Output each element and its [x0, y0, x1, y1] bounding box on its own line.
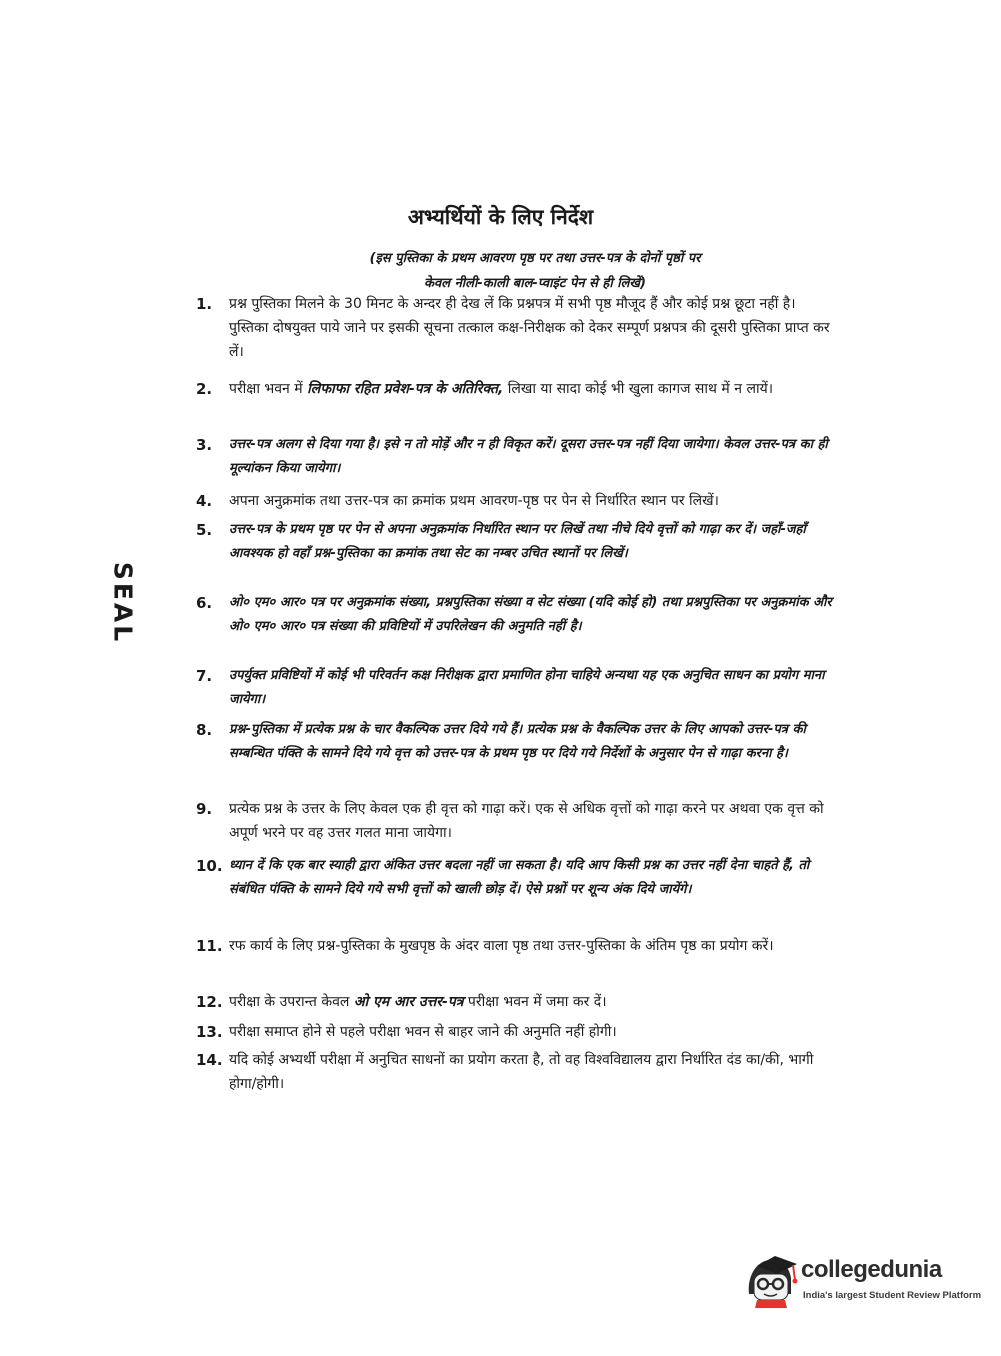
instruction-text: ध्यान दें कि एक बार स्याही द्वारा अंकित उत्तर बदला नहीं जा सकता है। यदि आप किसी प्रश्न का उत्तर नहीं देना चाहते हैं, तो संबंधित पंक्ति के सामने दिये गये सभी वृत्तों को खाली छोड़ दें। ऐसे प्रश्नों पर शून्य अंक दिये जायेंगे।	[229, 858, 810, 897]
instruction-number: 5.	[196, 521, 213, 539]
instruction-text: रफ कार्य के लिए प्रश्न-पुस्तिका के मुखपृष्ठ के अंदर वाला पृष्ठ तथा उत्तर-पुस्तिका के अंतिम पृष्ठ का प्रयोग करें।	[229, 938, 774, 954]
instruction-number: 12.	[196, 993, 223, 1011]
logo-name: collegedunia	[801, 1256, 942, 1283]
instruction-number: 13.	[196, 1023, 223, 1041]
instruction-number: 14.	[196, 1051, 223, 1069]
instruction-number: 1.	[196, 295, 213, 313]
instruction-number: 11.	[196, 937, 223, 955]
instruction-text-emphasis: ओ एम आर उत्तर-पत्र	[353, 994, 464, 1010]
instruction-text	[229, 377, 839, 401]
subtitle-line-2: केवल नीली-काली बाल-प्वाइंट पेन से ही लिखें)	[424, 276, 646, 291]
student-mascot-icon	[745, 1250, 799, 1308]
instruction-text: यदि कोई अभ्यर्थी परीक्षा में अनुचित साधनों का प्रयोग करता है, तो वह विश्वविद्यालय द्वारा निर्धारित दंड का/की, भागी होगा/होगी।	[229, 1052, 814, 1092]
instruction-text-post: परीक्षा भवन में जमा कर दें।	[463, 994, 607, 1010]
subtitle-line-1: (इस पुस्तिका के प्रथम आवरण पृष्ठ पर तथा उत्तर-पत्र के दोनों पृष्ठों पर	[369, 251, 701, 266]
page-title: अभ्यर्थियों के लिए निर्देश	[407, 205, 594, 229]
logo-tagline: India's largest Student Review Platform	[803, 1290, 982, 1301]
instruction-number: 3.	[196, 436, 213, 454]
instruction-text: अपना अनुक्रमांक तथा उत्तर-पत्र का क्रमांक प्रथम आवरण-पृष्ठ पर पेन से निर्धारित स्थान पर लिखें।	[229, 493, 719, 509]
instruction-text: ओ० एम० आर० पत्र पर अनुक्रमांक संख्या, प्रश्नपुस्तिका संख्या व सेट संख्या (यदि कोई हो) तथा प्रश्नपुस्तिका पर अनुक्रमांक और ओ० एम० आर० पत्र संख्या की प्रविष्टियों में उपरिलेखन की अनुमति नहीं है।	[229, 595, 832, 634]
instruction-text: उपर्युक्त प्रविष्टियों में कोई भी परिवर्तन कक्ष निरीक्षक द्वारा प्रमाणित होना चाहिये अन्यथा यह एक अनुचित साधन का प्रयोग माना जायेगा।	[229, 668, 825, 707]
instruction-text-pre: परीक्षा भवन में	[229, 381, 308, 397]
instruction-text: परीक्षा समाप्त होने से पहले परीक्षा भवन से बाहर जाने की अनुमति नहीं होगी।	[229, 1024, 617, 1040]
instruction-number: 10.	[196, 857, 223, 875]
instruction-text: प्रश्न-पुस्तिका में प्रत्येक प्रश्न के चार वैकल्पिक उत्तर दिये गये हैं। प्रत्येक प्रश्न के वैकल्पिक उत्तर के लिए आपको उत्तर-पत्र की सम्बन्धित पंक्ति के सामने दिये गये वृत्त को उत्तर-पत्र के प्रथम पृष्ठ पर दिये गये निर्देशों के अनुसार पेन से गाढ़ा करना है।	[229, 722, 806, 761]
collegedunia-logo	[745, 1250, 982, 1310]
instruction-number: 7.	[196, 667, 213, 685]
instruction-number: 2.	[196, 380, 213, 398]
instruction-number: 4.	[196, 492, 213, 510]
instruction-text-post: लिखा या सादा कोई भी खुला कागज साथ में न लायें।	[503, 381, 774, 397]
instruction-text-emphasis: लिफाफा रहित प्रवेश-पत्र के अतिरिक्त,	[307, 381, 504, 397]
seal-text: SEAL	[108, 561, 138, 644]
instruction-text: उत्तर-पत्र अलग से दिया गया है। इसे न तो मोड़ें और न ही विकृत करें। दूसरा उत्तर-पत्र नहीं दिया जायेगा। केवल उत्तर-पत्र का ही मूल्यांकन किया जायेगा।	[229, 437, 828, 476]
instruction-number: 8.	[196, 721, 213, 739]
instruction-number: 9.	[196, 800, 213, 818]
instruction-text: प्रत्येक प्रश्न के उत्तर के लिए केवल एक ही वृत्त को गाढ़ा करें। एक से अधिक वृत्तों को गाढ़ा करने पर अथवा एक वृत्त को अपूर्ण भरने पर वह उत्तर गलत माना जायेगा।	[229, 801, 824, 841]
instruction-text-pre: परीक्षा के उपरान्त केवल	[229, 994, 354, 1010]
instruction-number: 6.	[196, 594, 213, 612]
instruction-text: उत्तर-पत्र के प्रथम पृष्ठ पर पेन से अपना अनुक्रमांक निर्धारित स्थान पर लिखें तथा नीचे दिये वृत्तों को गाढ़ा कर दें। जहाँ-जहाँ आवश्यक हो वहाँ प्रश्न-पुस्तिका का क्रमांक तथा सेट का नम्बर उचित स्थानों पर लिखें।	[229, 522, 806, 561]
instruction-text: प्रश्न पुस्तिका मिलने के 30 मिनट के अन्दर ही देख लें कि प्रश्नपत्र में सभी पृष्ठ मौजूद हैं और कोई प्रश्न छूटा नहीं है। पुस्तिका दोषयुक्त पाये जाने पर इसकी सूचना तत्काल कक्ष-निरीक्षक को देकर सम्पूर्ण प्रश्नपत्र की दूसरी पुस्तिका प्राप्त कर लें।	[229, 296, 830, 360]
instruction-text	[229, 990, 839, 1014]
